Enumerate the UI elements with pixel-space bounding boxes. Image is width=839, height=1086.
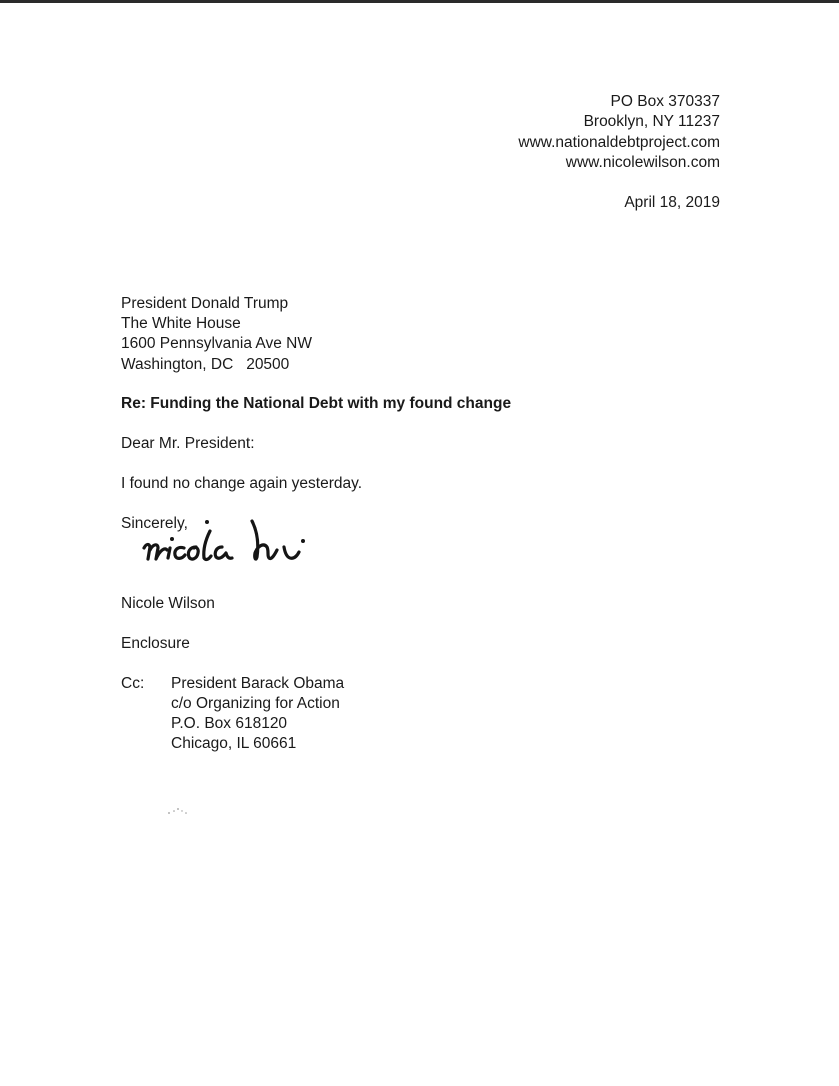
handwritten-signature xyxy=(140,517,330,575)
subject-line: Re: Funding the National Debt with my found change xyxy=(121,395,512,412)
recipient-name: President Donald Trump xyxy=(121,295,289,312)
cc-label: Cc: xyxy=(121,675,145,692)
signer-name: Nicole Wilson xyxy=(121,595,215,612)
cc-line4: Chicago, IL 60661 xyxy=(171,735,297,752)
enclosure-note: Enclosure xyxy=(121,635,190,652)
closing: Sincerely, xyxy=(121,515,188,532)
body-paragraph: I found no change again yesterday. xyxy=(121,475,362,492)
cc-name: President Barack Obama xyxy=(171,675,345,692)
sender-address-line1: PO Box 370337 xyxy=(610,93,720,110)
sender-website-1: www.nationaldebtproject.com xyxy=(518,134,720,151)
scan-speck xyxy=(166,803,190,817)
salutation: Dear Mr. President: xyxy=(121,435,255,452)
letter-date: April 18, 2019 xyxy=(624,194,720,211)
recipient-org: The White House xyxy=(121,315,241,332)
cc-line3: P.O. Box 618120 xyxy=(171,715,288,732)
sender-website-2: www.nicolewilson.com xyxy=(565,154,720,171)
recipient-city: Washington, DC 20500 xyxy=(121,356,290,373)
sender-address-line2: Brooklyn, NY 11237 xyxy=(583,113,720,130)
cc-line2: c/o Organizing for Action xyxy=(171,695,340,712)
recipient-street: 1600 Pennsylvania Ave NW xyxy=(121,335,312,352)
scan-top-edge xyxy=(0,0,839,3)
